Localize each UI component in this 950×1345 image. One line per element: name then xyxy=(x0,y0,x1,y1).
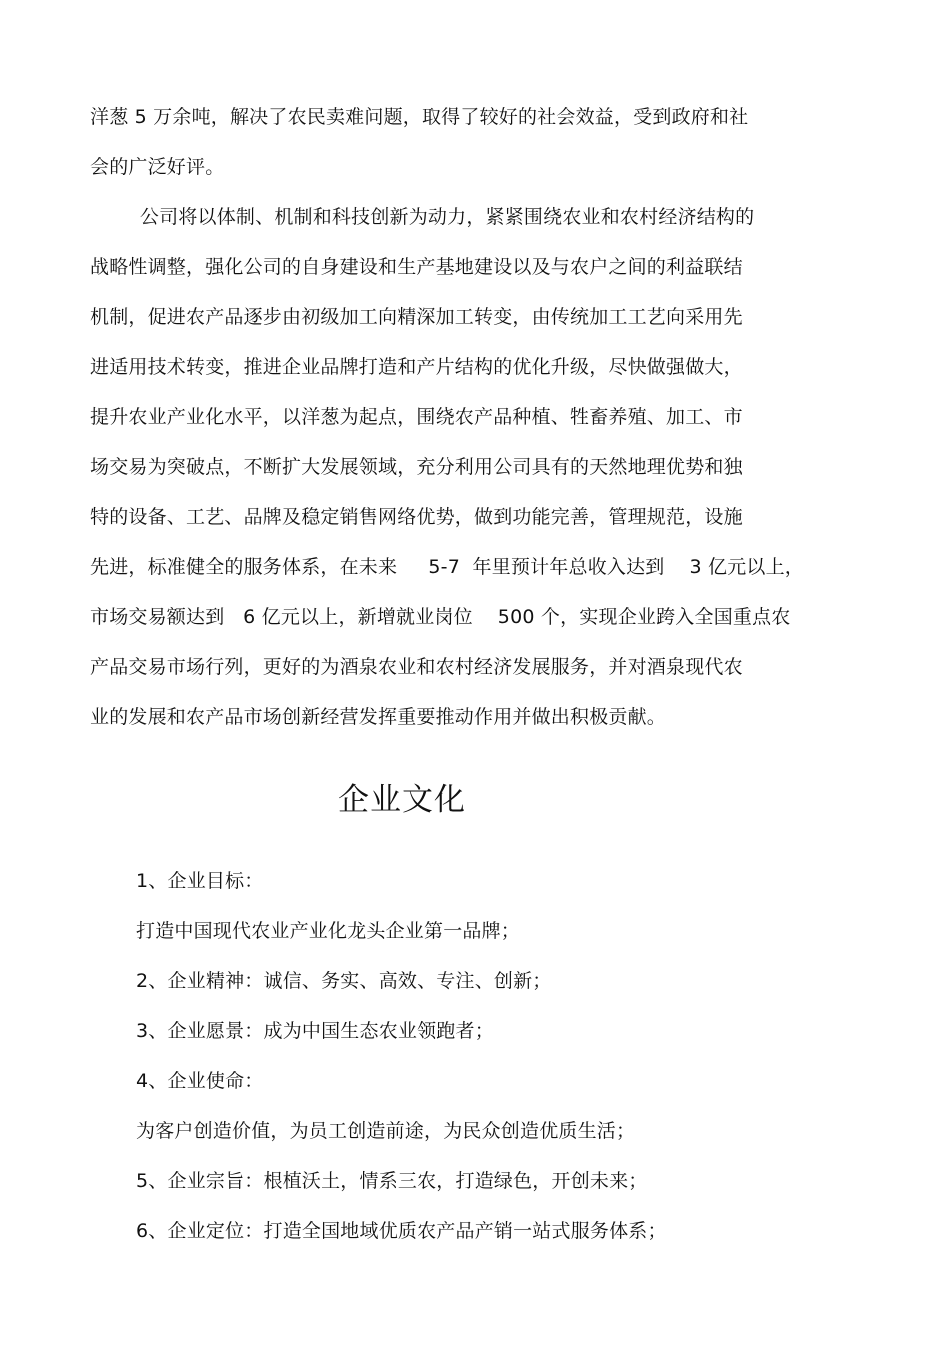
body-line: 公司将以体制、机制和科技创新为动力，紧紧围绕农业和农村经济结构的 xyxy=(90,206,755,228)
body-line: 战略性调整，强化公司的自身建设和生产基地建设以及与农户之间的利益联结 xyxy=(90,256,743,278)
body-line: 市场交易额达到 6 亿元以上，新增就业岗位 500 个，实现企业跨入全国重点农 xyxy=(90,606,791,628)
culture-item: 6、企业定位：打造全国地域优质农产品产销一站式服务体系； xyxy=(136,1220,667,1242)
culture-item: 打造中国现代农业产业化龙头企业第一品牌； xyxy=(136,920,521,942)
body-line: 洋葱 5 万余吨，解决了农民卖难问题，取得了较好的社会效益，受到政府和社 xyxy=(90,106,749,128)
body-line: 进适用技术转变，推进企业品牌打造和产片结构的优化升级，尽快做强做大， xyxy=(90,356,743,378)
body-line: 场交易为突破点，不断扩大发展领域，充分利用公司具有的天然地理优势和独 xyxy=(90,456,743,478)
body-line: 机制，促进农产品逐步由初级加工向精深加工转变，由传统加工工艺向采用先 xyxy=(90,306,743,328)
culture-item: 1、企业目标： xyxy=(136,870,264,892)
culture-item: 2、企业精神：诚信、务实、高效、专注、创新； xyxy=(136,970,552,992)
culture-item: 4、企业使命： xyxy=(136,1070,264,1092)
body-line: 特的设备、工艺、品牌及稳定销售网络优势，做到功能完善，管理规范，设施 xyxy=(90,506,743,528)
culture-item: 3、企业愿景：成为中国生态农业领跑者； xyxy=(136,1020,494,1042)
culture-item: 为客户创造价值，为员工创造前途，为民众创造优质生活； xyxy=(136,1120,636,1142)
body-line: 先进，标准健全的服务体系，在未来 5-7 年里预计年总收入达到 3 亿元以上， xyxy=(90,556,804,578)
body-line: 会的广泛好评。 xyxy=(90,156,225,178)
body-line: 业的发展和农产品市场创新经营发挥重要推动作用并做出积极贡献。 xyxy=(90,706,667,728)
body-line: 产品交易市场行列，更好的为酒泉农业和农村经济发展服务，并对酒泉现代农 xyxy=(90,656,743,678)
body-line: 提升农业产业化水平，以洋葱为起点，围绕农产品种植、牲畜养殖、加工、市 xyxy=(90,406,743,428)
section-heading: 企业文化 xyxy=(338,782,466,818)
culture-item: 5、企业宗旨：根植沃土，情系三农，打造绿色，开创未来； xyxy=(136,1170,648,1192)
